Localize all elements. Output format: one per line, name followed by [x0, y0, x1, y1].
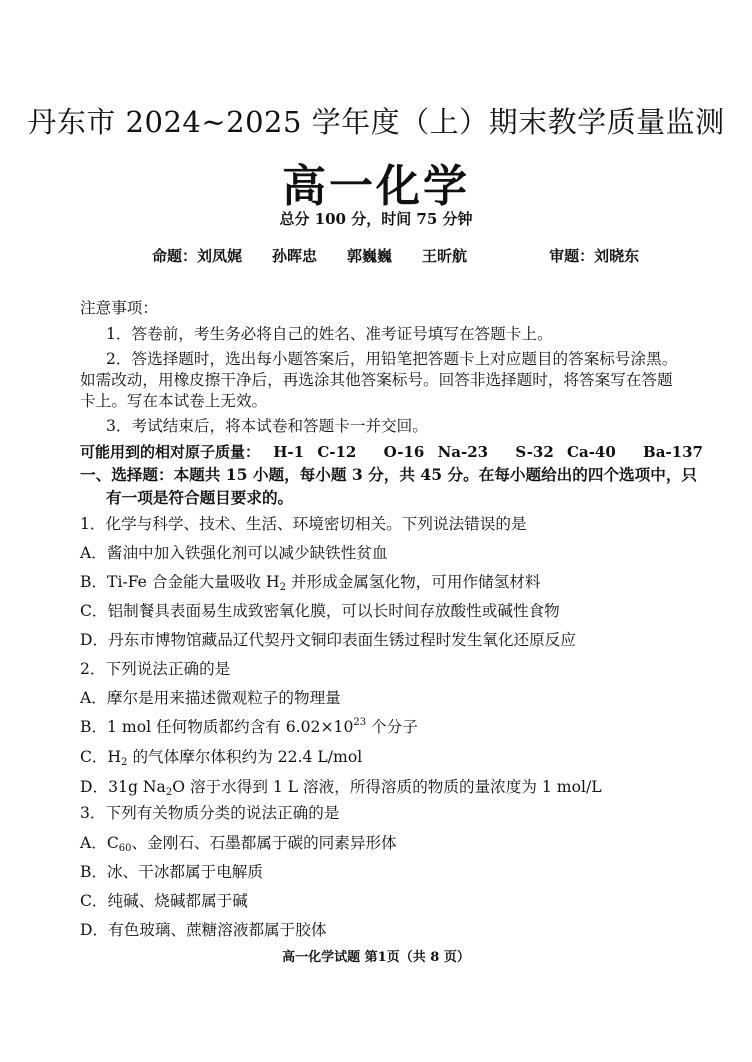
note-2a: 2．答选择题时，选出每小题答案后，用铅笔把答题卡上对应题目的答案标号涂黑。 [106, 350, 678, 368]
atomic-masses-label: 可能用到的相对原子质量： [80, 443, 261, 461]
author-4: 王昕航 [422, 247, 468, 265]
mass-item: Ca-40 [567, 443, 616, 461]
mass-item: C-12 [317, 443, 357, 461]
page-footer: 高一化学试题 第1页（共 8 页） [282, 950, 470, 965]
q1-option-b: B．Ti-Fe 合金能大量吸收 $H_2$ 并形成金属氢化物，可用作储氢材料 [80, 573, 541, 593]
q1-option-a: A．酱油中加入铁强化剂可以减少缺铁性贫血 [80, 544, 388, 562]
q2-option-d: D．31g $Na_2O$ 溶于水得到 1 L 溶液，所得溶质的物质的量浓度为 1 mol/L [80, 778, 602, 798]
q1-stem: 1．化学与科学、技术、生活、环境密切相关。下列说法错误的是 [80, 515, 527, 533]
mass-item: H-1 [273, 443, 305, 461]
note-2c: 卡上。写在本试卷上无效。 [80, 392, 268, 410]
note-3: 3．考试结束后，将本试卷和答题卡一并交回。 [106, 417, 428, 435]
note-1: 1．答卷前，考生务必将自己的姓名、准考证号填写在答题卡上。 [106, 325, 553, 343]
author-1: 命题：刘凤娓 [152, 247, 243, 265]
mass-item: Ba-137 [643, 443, 703, 461]
exam-title: 丹东市 2024~2025 学年度（上）期末教学质量监测 [27, 105, 725, 139]
mass-item: Na-23 [437, 443, 489, 461]
section1-line2: 有一项是符合题目要求的。 [106, 488, 294, 507]
q2-stem: 2．下列说法正确的是 [80, 660, 231, 678]
author-2: 孙晖忠 [272, 247, 318, 265]
q1-option-d: D．丹东市博物馆藏品辽代契丹文铜印表面生锈过程时发生氧化还原反应 [80, 631, 576, 649]
q3-option-d: D．有色玻璃、蔗糖溶液都属于胶体 [80, 921, 327, 939]
score-time: 总分 100 分，时间 75 分钟 [279, 210, 473, 228]
reviewer: 审题：刘晓东 [549, 247, 640, 265]
authors-line [152, 245, 639, 266]
note-2b: 如需改动，用橡皮擦干净后，再选涂其他答案标号。回答非选择题时，将答案写在答题 [80, 371, 673, 389]
q3-option-c: C．纯碱、烧碱都属于碱 [80, 892, 248, 910]
subject-title: 高一化学 [282, 161, 470, 212]
q2-option-b: B．1 mol 任何物质都约含有 $6.02\times 10^{23}$ 个分子 [80, 717, 418, 736]
mass-item: S-32 [515, 443, 554, 461]
q2-option-a: A．摩尔是用来描述微观粒子的物理量 [80, 689, 341, 707]
q3-option-b: B．冰、干冰都属于电解质 [80, 863, 263, 881]
q3-option-a: A．$C_{60}$、金刚石、石墨都属于碳的同素异形体 [80, 834, 397, 854]
q1-option-c: C．铝制餐具表面易生成致密氧化膜，可以长时间存放酸性或碱性食物 [80, 602, 560, 620]
notes-heading: 注意事项： [80, 299, 158, 317]
mass-item: O-16 [383, 443, 425, 461]
author-3: 郭巍巍 [347, 247, 393, 265]
atomic-masses [80, 441, 711, 462]
q3-stem: 3．下列有关物质分类的说法正确的是 [80, 804, 340, 822]
section1-line1: 一、选择题：本题共 15 小题，每小题 3 分，共 45 分。在每小题给出的四个选项中，只 [80, 465, 698, 484]
q2-option-c: C．$H_2$ 的气体摩尔体积约为 22.4 L/mol [80, 748, 363, 768]
